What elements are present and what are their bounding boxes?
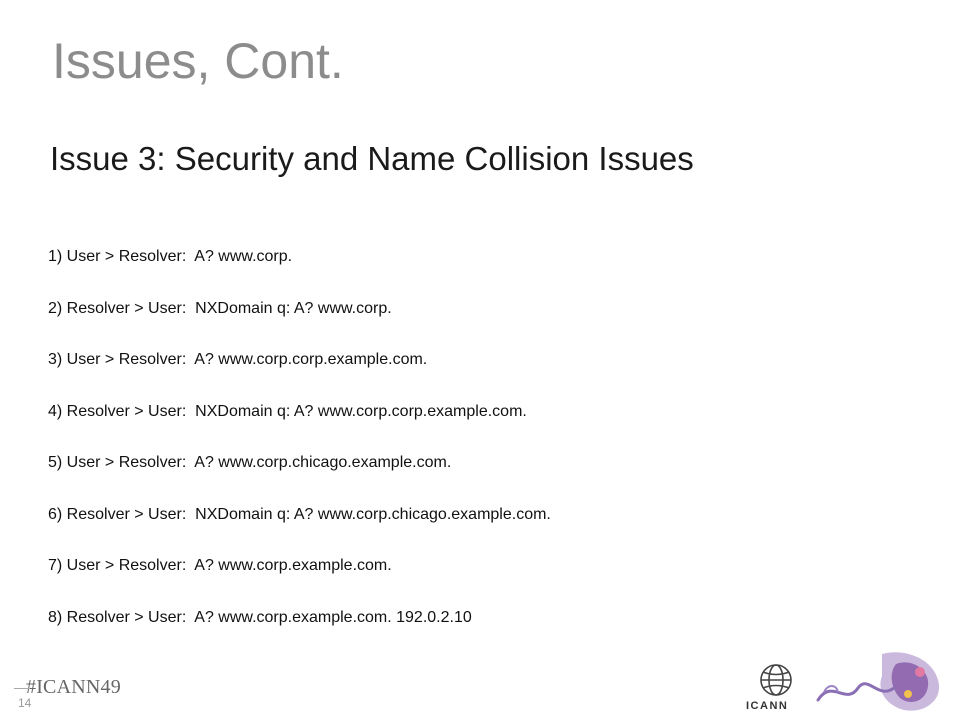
icann-logo-text: ICANN — [746, 700, 789, 712]
list-item: 1) User > Resolver: A? www.corp. — [48, 248, 293, 265]
list-item: 7) User > Resolver: A? www.corp.example.com. — [48, 557, 392, 574]
singapore-event-art-icon — [812, 648, 952, 716]
list-item: 2) Resolver > User: NXDomain q: A? www.corp. — [48, 299, 392, 317]
page-number: 14 — [18, 696, 32, 710]
event-hashtag: #ICANN49 — [26, 676, 121, 698]
list-item: 6) Resolver > User: NXDomain q: A? www.corp.chicago.example.com. — [48, 505, 551, 523]
slide-subtitle: Issue 3: Security and Name Collision Issues — [50, 140, 694, 177]
list-item: 5) User > Resolver: A? www.corp.chicago.example.com. — [48, 454, 452, 471]
dns-step-list — [48, 246, 551, 658]
list-item: 4) Resolver > User: NXDomain q: A? www.corp.corp.example.com. — [48, 402, 527, 420]
slide-title: Issues, Cont. — [52, 33, 344, 89]
list-item: 8) Resolver > User: A? www.corp.example.com. 192.0.2.10 — [48, 608, 472, 626]
list-item: 3) User > Resolver: A? www.corp.corp.example.com. — [48, 351, 428, 368]
page-number-rule — [14, 688, 30, 689]
